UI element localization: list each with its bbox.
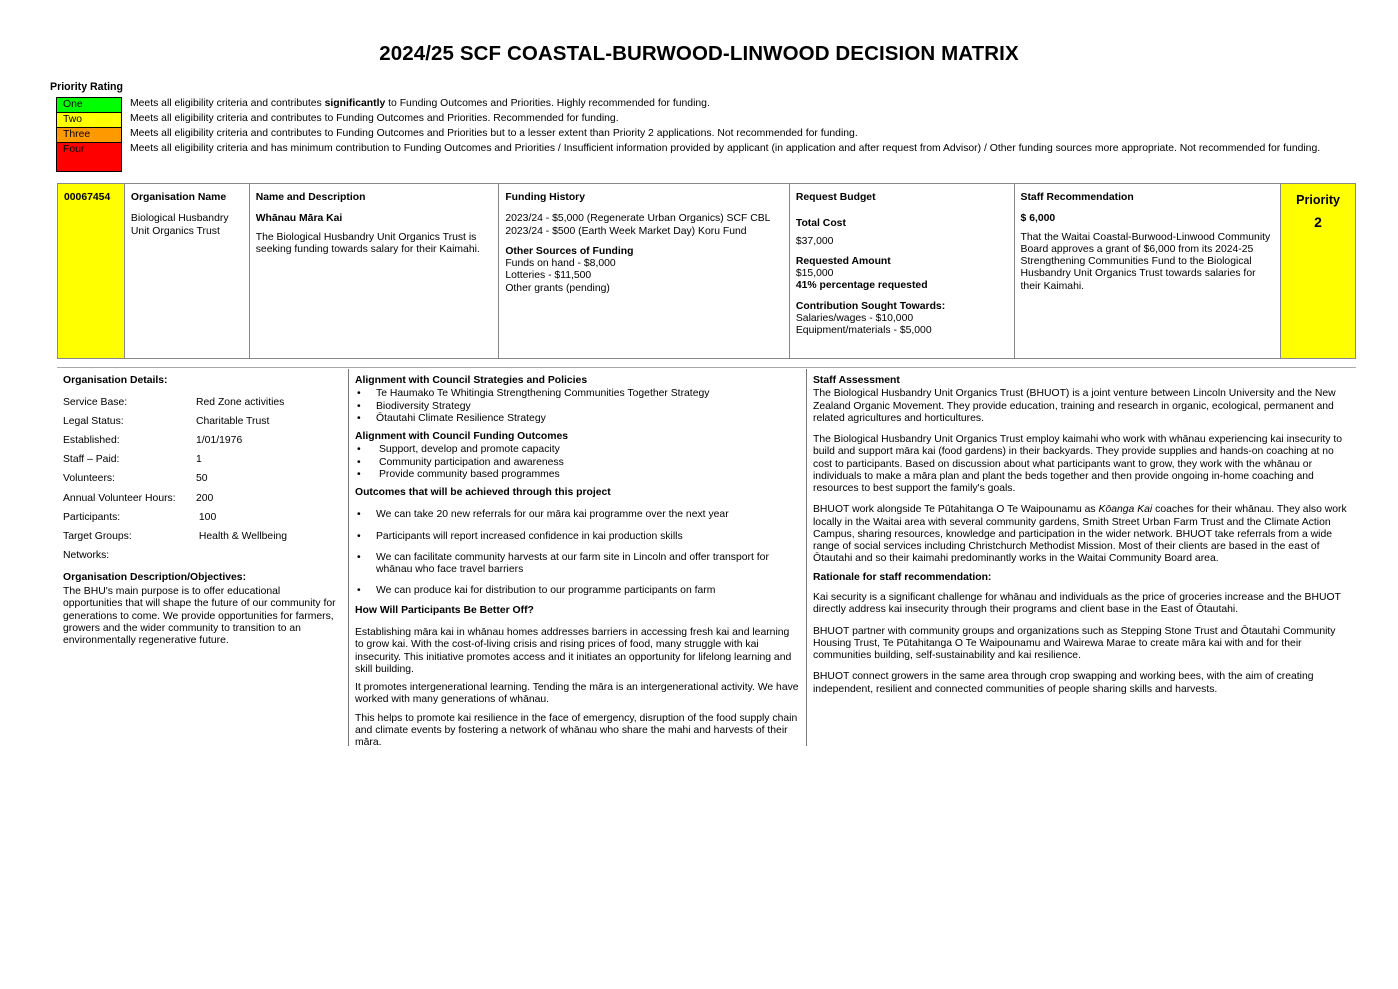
detail-value: 200 [196,492,214,504]
contribution-item: Salaries/wages - $10,000 [795,312,914,324]
assessment-paragraph: BHUOT work alongside Te Pūtahitanga O Te Waipounamu as Kōanga Kai coaches for their whānau. They also work locally in the Waitai area with several community gardens, Smith Street Urban Farm Trust and the Climate Action Campus, sharing resources, knowledge and participation in the wider network. BHUOT take referrals from a wide range of social services including Christchurch Methodist Mission. Most of their clients are based in the east of Ōtautahi and so their kaimahi predominantly works in the Waitai Community Board area. [813,504,1347,565]
detail-row [63,489,342,508]
legend-row-two [56,112,1356,127]
detail-row [63,451,342,470]
rationale-paragraph: BHUOT connect growers in the same area through crop swapping and working bees, with the aim of creating independent, resilient and connected communities of people sharing skills and harvests. [813,671,1314,695]
legend-badge-one: One [56,97,122,112]
staff-assessment-section [807,369,1356,702]
name-description-cell [250,184,500,358]
detail-value: 50 [196,473,208,485]
other-source-item: Funds on hand - $8,000 [505,258,616,270]
detail-key: Staff – Paid: [63,454,120,466]
organisation-description-heading: Organisation Description/Objectives: [63,571,247,583]
section-divider [57,367,1356,368]
detail-value: Health & Wellbeing [196,531,288,543]
funding-history-header: Funding History [505,192,585,203]
project-outcomes-heading: Outcomes that will be achieved through this project [355,487,611,499]
detail-key: Participants: [63,511,121,523]
better-off-paragraph: It promotes intergenerational learning. Tending the māra is an intergenerational activity. We have worked with many generations of whānau. [355,682,799,706]
detail-key: Legal Status: [63,415,124,427]
detail-row [63,393,342,412]
detail-row [63,412,342,431]
legend-text-two: Meets all eligibility criteria and contributes to Funding Outcomes and Priorities. Recommended for funding. [130,113,619,124]
staff-recommendation-text: That the Waitai Coastal-Burwood-Linwood Community Board approves a grant of $6,000 from its 2024-25 Strengthening Communities Fund to the Biological Husbandry Unit Organics Trust towards salaries for their Kaimahi. [1020,231,1271,292]
organisation-name-header: Organisation Name [130,192,227,203]
legend-badge-four: Four [56,142,122,172]
list-item: • Participants will report increased confidence in kai production skills [355,531,800,543]
assessment-paragraph: The Biological Husbandry Unit Organics Trust (BHUOT) is a joint venture between Lincoln University and the New Zealand Organic Movement. They provide education, training and research in organic, ecological, permanent and related agricultures and horticultures. [813,388,1336,424]
request-budget-cell [790,184,1015,358]
list-item: • Ōtautahi Climate Resilience Strategy [355,413,800,425]
priority-value: 2 [1314,213,1322,230]
better-off-paragraph: This helps to promote kai resilience in the face of emergency, disruption of the food supply chain and climate events by fostering a network of whānau who share the mahi and harvests of their māra. [355,712,798,749]
request-budget-header: Request Budget [795,192,876,203]
rationale-paragraph: Kai security is a significant challenge for whānau and individuals as the price of groceries increase and the BHUOT directly address kai insecurity through their programs and client base in the East of Ōtautahi. [813,591,1341,616]
detail-key: Established: [63,435,120,447]
list-item: • We can take 20 new referrals for our māra kai programme over the next year [355,509,800,521]
detail-row [63,528,342,547]
legend-row-three [56,127,1356,142]
funding-outcomes-heading: Alignment with Council Funding Outcomes [355,431,568,443]
detail-key: Target Groups: [63,531,132,543]
detail-key: Volunteers: [63,473,115,485]
detail-value: 100 [196,511,217,523]
contribution-item: Equipment/materials - $5,000 [795,325,932,337]
funding-history-cell [499,184,790,358]
list-item: • Support, develop and promote capacity [355,444,800,456]
organisation-details-section [57,369,348,746]
detail-row [63,508,342,527]
rationale-heading: Rationale for staff recommendation: [813,571,992,583]
staff-recommendation-cell [1015,184,1282,358]
funding-history-item: 2023/24 - $500 (Earth Week Market Day) Koru Fund [505,225,747,237]
list-item: • We can facilitate community harvests at our farm site in Lincoln and offer transport for whānau who face travel barriers [355,552,800,577]
list-item: • Te Haumako Te Whitingia Strengthening Communities Together Strategy [355,388,800,400]
application-id: 00067454 [64,192,111,203]
detail-key: Annual Volunteer Hours: [63,492,176,504]
other-source-item: Other grants (pending) [505,282,610,294]
legend-badge-two: Two [56,112,122,127]
strategies-heading: Alignment with Council Strategies and Policies [355,375,588,386]
total-cost-value: $37,000 [795,235,834,247]
list-item: • Provide community based programmes [355,469,800,481]
legend-row-four [56,142,1356,172]
requested-amount-value: $15,000 [795,268,834,280]
list-item: • Community participation and awareness [355,457,800,469]
detail-row [63,547,342,566]
other-sources-header: Other Sources of Funding [505,245,634,257]
staff-recommendation-header: Staff Recommendation [1020,192,1134,203]
detail-value: 1 [196,454,202,466]
page-title: 2024/25 SCF COASTAL-BURWOOD-LINWOOD DECISION MATRIX [379,42,1019,65]
organisation-name-cell [125,184,250,358]
legend-text-three: Meets all eligibility criteria and contributes to Funding Outcomes and Priorities but to a lesser extent than Priority 2 applications. Not recommended for funding. [130,128,858,139]
project-outcomes-list [355,509,800,597]
funding-history-item: 2023/24 - $5,000 (Regenerate Urban Organics) SCF CBL [505,213,771,225]
priority-rating-heading: Priority Rating [50,81,123,93]
funding-outcomes-list [355,444,800,481]
alignment-section [348,369,807,749]
list-item: • We can produce kai for distribution to our programme participants on farm [355,585,800,597]
percentage-requested: 41% percentage requested [795,280,928,292]
name-description-header: Name and Description [255,192,366,203]
assessment-paragraph: The Biological Husbandry Unit Organics Trust employ kaimahi who work with whānau experiencing kai insecurity to build and support māra kai (food gardens) in their backyards. They provide supplies and hands-on coaching at no cost to participants. Based on discussion about what participants want to grow, they work with the whānau or individuals to make a māra plan and plant the beds together and then provide ongoing in-home coaching and resources to best support the family's goals. [813,434,1343,495]
staff-assessment-heading: Staff Assessment [813,375,900,386]
legend-text-one: Meets all eligibility criteria and contributes significantly to Funding Outcomes and Priorities. Highly recommended for funding. [130,98,710,109]
legend-text-four: Meets all eligibility criteria and has minimum contribution to Funding Outcomes and Priorities / Insufficient information provided by applicant (in application and after request from Advisor) / Other funding sources more appropriate. Not recommended for funding. [130,143,1321,154]
better-off-paragraph: Establishing māra kai in whānau homes addresses barriers in accessing fresh kai and learning to grow kai. With the cost-of-living crisis and rising prices of food, many struggle with kai insecurity. This initiative promotes access and it initiates an opportunity for lifelong learning and skill building. [355,626,792,675]
rationale-paragraph: BHUOT partner with community groups and organizations such as Stepping Stone Trust and Ōtautahi Community Housing Trust, Te Pūtahitanga O Te Waipounamu and Wairewa Marae to create māra kai with and for their communities building, self-sustainability and kai resilience. [813,625,1336,662]
better-off-heading: How Will Participants Be Better Off? [355,604,534,616]
project-description: The Biological Husbandry Unit Organics Trust is seeking funding towards salary for their Kaimahi. [255,231,480,255]
requested-amount-label: Requested Amount [795,255,891,267]
other-source-item: Lotteries - $11,500 [505,270,592,282]
priority-label: Priority [1296,193,1340,207]
priority-cell [1281,184,1355,358]
legend-badge-three: Three [56,127,122,142]
organisation-name: Biological Husbandry Unit Organics Trust [130,213,229,237]
detail-key: Networks: [63,550,110,562]
total-cost-label: Total Cost [795,218,846,230]
detail-value: 1/01/1976 [196,435,243,447]
priority-legend [56,97,1356,172]
application-id-cell [58,184,125,358]
decision-matrix-row [57,183,1356,359]
organisation-description: The BHU's main purpose is to offer educational opportunities that will shape the future of our community for generations to come. We provide opportunities for farmers, growers and the wider community to transition to an environmentally regenerative future. [63,586,336,647]
contribution-label: Contribution Sought Towards: [795,300,946,312]
organisation-details-heading: Organisation Details: [63,375,168,386]
staff-recommendation-amount: $ 6,000 [1020,213,1056,225]
project-name: Whānau Māra Kai [255,213,343,225]
detail-value: Charitable Trust [196,415,270,427]
list-item: • Biodiversity Strategy [355,401,800,413]
detail-row [63,470,342,489]
detail-row [63,432,342,451]
detail-value: Red Zone activities [196,396,285,408]
legend-row-one [56,97,1356,112]
strategies-list [355,388,800,425]
detail-key: Service Base: [63,396,128,408]
